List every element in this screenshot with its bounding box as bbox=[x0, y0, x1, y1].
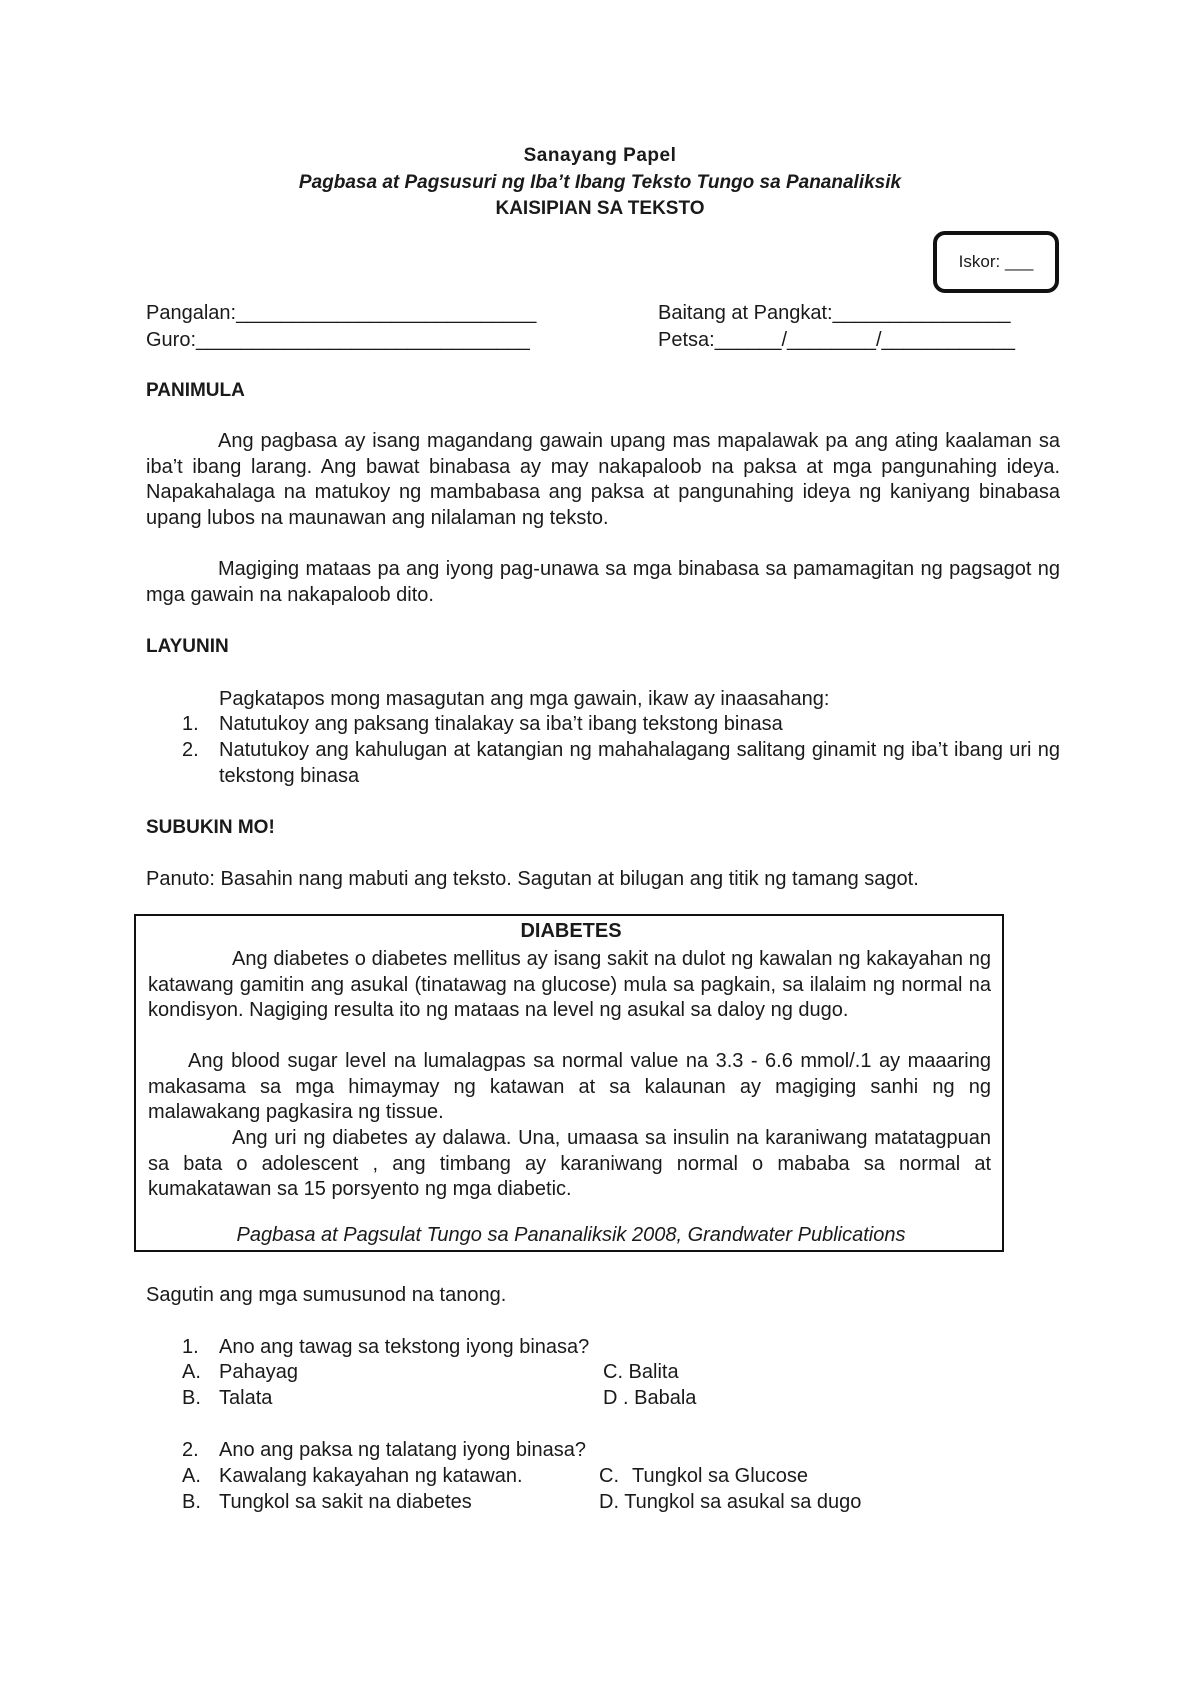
q2-option-a-letter[interactable]: A. bbox=[182, 1465, 201, 1487]
reading-text-box bbox=[134, 914, 1004, 1252]
page-topic: KAISIPIAN SA TEKSTO bbox=[495, 198, 705, 219]
q2-number: 2. bbox=[182, 1439, 199, 1461]
questions-intro: Sagutin ang mga sumusunod na tanong. bbox=[146, 1284, 507, 1306]
q1-option-a-letter[interactable]: A. bbox=[182, 1361, 201, 1383]
q2-option-b-letter[interactable]: B. bbox=[182, 1491, 201, 1513]
list-item bbox=[146, 737, 1060, 789]
q2-option-d[interactable]: D. Tungkol sa asukal sa dugo bbox=[599, 1491, 862, 1513]
q1-option-d[interactable]: D . Babala bbox=[603, 1387, 697, 1409]
panimula-paragraph-2: Magiging mataas pa ang iyong pag-unawa sa mga binabasa sa pamamagitan ng pagsagot ng mga gawain na nakapaloob dito. bbox=[146, 558, 1060, 606]
q1-option-c[interactable]: C. Balita bbox=[603, 1361, 679, 1383]
reading-source: Pagbasa at Pagsulat Tungo sa Pananaliksik 2008, Grandwater Publications bbox=[236, 1224, 906, 1246]
page-subtitle: Pagbasa at Pagsusuri ng Iba’t Ibang Teksto Tungo sa Pananaliksik bbox=[298, 172, 902, 193]
q1-text: Ano ang tawag sa tekstong iyong binasa? bbox=[219, 1336, 590, 1358]
score-box bbox=[933, 231, 1059, 293]
q1-number: 1. bbox=[182, 1336, 199, 1358]
reading-paragraph-1: Ang diabetes o diabetes mellitus ay isang sakit na dulot ng kawalan ng kakayahan ng katawang gamitin ang asukal (tinatawag na glucose) mula sa pagkain, sa ilalaim ng normal na kondisyon. Nagiging resulta ito ng mataas na level ng asukal sa daloy ng dugo. bbox=[148, 948, 991, 1021]
reading-title: DIABETES bbox=[520, 920, 622, 942]
list-item-number: 2. bbox=[182, 739, 199, 761]
teacher-field[interactable]: Guro:______________________________ bbox=[146, 329, 530, 351]
page-title: Sanayang Papel bbox=[523, 145, 677, 166]
reading-paragraph-2: Ang blood sugar level na lumalagpas sa normal value na 3.3 - 6.6 mmol/.1 ay maaaring makasama sa mga himaymay ng katawan at sa kalaunan ay magiging sanhi ng ng malawakang pagkasira ng tissue. bbox=[148, 1050, 991, 1123]
q2-option-b[interactable]: Tungkol sa sakit na diabetes bbox=[219, 1491, 472, 1513]
q2-text: Ano ang paksa ng talatang iyong binasa? bbox=[219, 1439, 586, 1461]
layunin-heading: LAYUNIN bbox=[146, 636, 229, 657]
grade-section-field[interactable]: Baitang at Pangkat:________________ bbox=[658, 302, 1011, 324]
subukin-instruction: Panuto: Basahin nang mabuti ang teksto. Sagutan at bilugan ang titik ng tamang sagot. bbox=[146, 868, 919, 890]
layunin-intro: Pagkatapos mong masagutan ang mga gawain, ikaw ay inaasahang: bbox=[219, 688, 830, 710]
layunin-list bbox=[146, 711, 1060, 789]
list-item-number: 1. bbox=[182, 713, 199, 735]
score-label: Iskor: ___ bbox=[958, 252, 1034, 271]
q2-option-c[interactable]: Tungkol sa Glucose bbox=[632, 1465, 809, 1487]
q1-option-b[interactable]: Talata bbox=[219, 1387, 273, 1409]
list-item-text: Natutukoy ang kahulugan at katangian ng mahahalagang salitang ginamit ng iba’t ibang uri ng tekstong binasa bbox=[219, 739, 1060, 787]
panimula-heading: PANIMULA bbox=[146, 380, 245, 401]
q2-option-a[interactable]: Kawalang kakayahan ng katawan. bbox=[219, 1465, 523, 1487]
q1-option-b-letter[interactable]: B. bbox=[182, 1387, 201, 1409]
reading-paragraph-3: Ang uri ng diabetes ay dalawa. Una, umaasa sa insulin na karaniwang matatagpuan sa bata o adolescent , ang timbang ay karaniwang normal o mababa sa normal at kumakatawan sa 15 porsyento ng mga diabetic. bbox=[148, 1127, 991, 1200]
date-field[interactable]: Petsa:______/________/____________ bbox=[658, 329, 1016, 351]
list-item-text: Natutukoy ang paksang tinalakay sa iba’t ibang tekstong binasa bbox=[219, 713, 783, 735]
q1-option-a[interactable]: Pahayag bbox=[219, 1361, 298, 1383]
subukin-heading: SUBUKIN MO! bbox=[146, 817, 275, 838]
q2-option-c-letter[interactable]: C. bbox=[599, 1465, 619, 1487]
panimula-paragraph-1: Ang pagbasa ay isang magandang gawain upang mas mapalawak pa ang ating kaalaman sa iba’t ibang larang. Ang bawat binabasa ay may nakapaloob na paksa at mga pangunahing ideya. Napakahalaga na matukoy ng mambabasa ang paksa at pangunahing ideya ng kaniyang binabasa upang lubos na maunawan ang nilalaman ng teksto. bbox=[146, 430, 1060, 529]
name-field[interactable]: Pangalan:___________________________ bbox=[146, 302, 537, 324]
list-item bbox=[146, 711, 1060, 737]
